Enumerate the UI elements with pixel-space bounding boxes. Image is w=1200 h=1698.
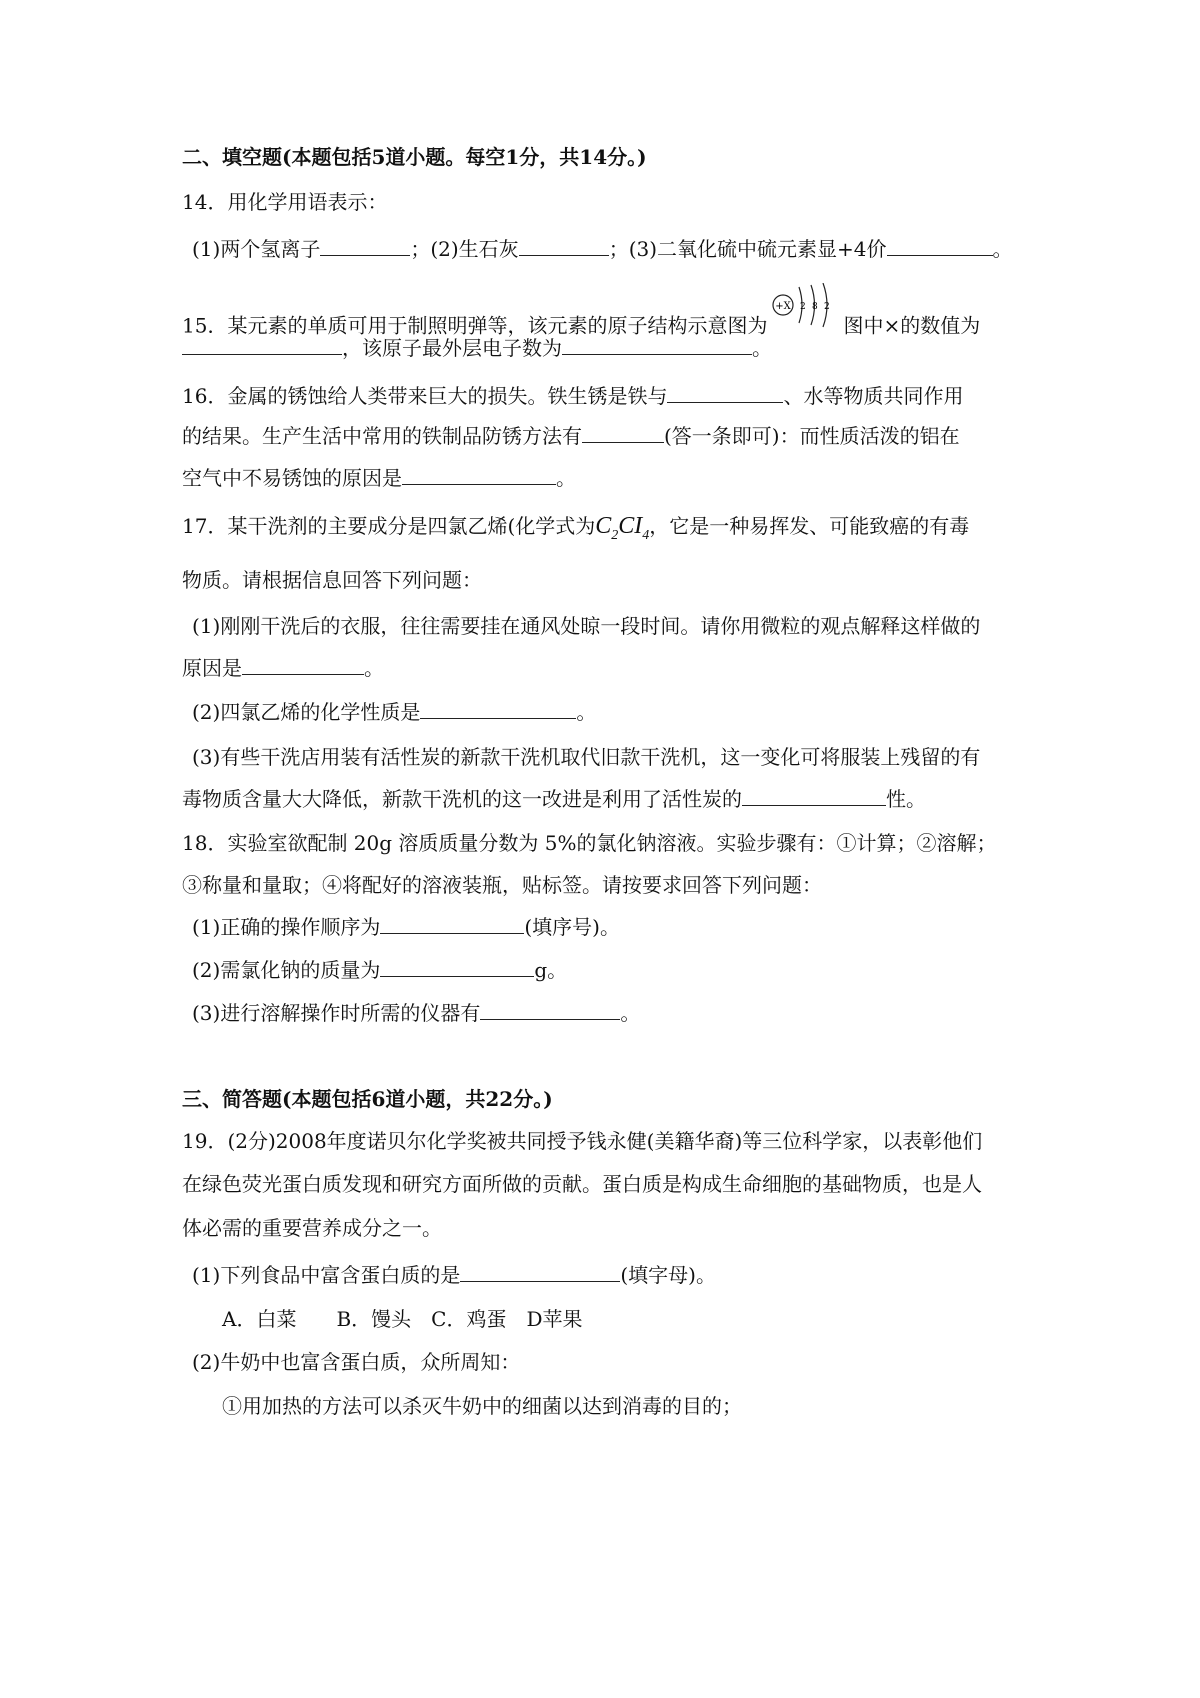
q19-blank1[interactable] [460, 1263, 620, 1282]
q14-parts [192, 236, 1013, 262]
q19-text-s1a: (1)下列食品中富含蛋白质的是 [192, 1263, 461, 1287]
q17-text-s3c: 性。 [886, 787, 926, 811]
q19-s1-line [192, 1262, 716, 1288]
q14-blank1[interactable] [320, 237, 410, 256]
q18-s3-line [192, 1000, 640, 1026]
q17-blank2[interactable] [420, 700, 576, 719]
q17-s3a: (3)有些干洗店用装有活性炭的新款干洗机取代旧款干洗机，这一变化可将服装上残留的有 [192, 745, 981, 769]
q18-blank2[interactable] [380, 958, 534, 977]
q17-blank1[interactable] [242, 656, 364, 675]
q15-text-c: ，该原子最外层电子数为 [342, 336, 562, 360]
q16-text-2a: 的结果。生产生活中常用的铁制品防锈方法有 [182, 424, 582, 448]
q17-text-s3b: 毒物质含量大大降低，新款干洗机的这一改进是利用了活性炭的 [182, 787, 742, 811]
formula-c: C [595, 513, 612, 539]
q17-text-s2a: (2)四氯乙烯的化学性质是 [192, 700, 421, 724]
q18-s2-line [192, 957, 567, 983]
shell-count-1: 2 [800, 302, 807, 312]
shell-count-2: 8 [812, 302, 819, 312]
q16-blank3[interactable] [402, 466, 556, 485]
q17-text-s1c: 。 [364, 656, 384, 680]
chemical-formula [595, 513, 650, 543]
q15-blank1[interactable] [182, 336, 342, 355]
q19-line3: 体必需的重要营养成分之一。 [182, 1216, 442, 1240]
q17-text-s1b: 原因是 [182, 656, 242, 680]
q19-options: A．白菜 B．馒头 C．鸡蛋 D苹果 [222, 1307, 583, 1331]
section2-heading: 二、填空题(本题包括5道小题。每空1分，共14分。) [182, 145, 647, 169]
q19-line2: 在绿色荧光蛋白质发现和研究方面所做的贡献。蛋白质是构成生命细胞的基础物质，也是人 [182, 1172, 982, 1196]
q16-blank2[interactable] [582, 424, 664, 443]
q16-line3 [182, 465, 576, 491]
atom-structure-diagram [771, 283, 839, 343]
q15-text-d: 。 [752, 336, 772, 360]
shell-count-3: 2 [824, 302, 831, 312]
q15-line2 [182, 335, 772, 361]
q14-blank2[interactable] [519, 237, 609, 256]
q16-text-1a: 16．金属的锈蚀给人类带来巨大的损失。铁生锈是铁与 [182, 384, 668, 408]
q14-part3: (3)二氧化硫中硫元素显+4价 [628, 237, 887, 261]
q18-blank1[interactable] [380, 915, 524, 934]
q18-text-s1b: (填序号)。 [524, 915, 620, 939]
section3-heading: 三、简答题(本题包括6道小题，共22分。) [182, 1087, 553, 1111]
q17-text-s2b: 。 [576, 700, 597, 724]
q17-s1a: (1)刚刚干洗后的衣服，往往需要挂在通风处晾一段时间。请你用微粒的观点解释这样做的 [192, 614, 981, 638]
q15-blank2[interactable] [562, 336, 752, 355]
q18-line2: ③称量和量取；④将配好的溶液装瓶，贴标签。请按要求回答下列问题： [182, 873, 822, 897]
q18-text-s1a: (1)正确的操作顺序为 [192, 915, 381, 939]
q17-text-1a: 17．某干洗剂的主要成分是四氯乙烯(化学式为 [182, 514, 596, 538]
q19-s2: (2)牛奶中也富含蛋白质，众所周知： [192, 1350, 521, 1374]
q19-s2-item1: ①用加热的方法可以杀灭牛奶中的细菌以达到消毒的目的； [222, 1394, 742, 1418]
formula-cl: CI [618, 513, 643, 539]
q17-text-1b: ，它是一种易挥发、可能致癌的有毒 [649, 514, 970, 538]
q19-line1: 19．(2分)2008年度诺贝尔化学奖被共同授予钱永健(美籍华裔)等三位科学家，以表彰他们 [182, 1129, 983, 1153]
q17-line1 [182, 513, 969, 549]
q17-s1b-line [182, 655, 384, 681]
q18-text-s3a: (3)进行溶解操作时所需的仪器有 [192, 1001, 481, 1025]
q18-text-s2b: g。 [534, 958, 568, 982]
q17-blank3[interactable] [742, 787, 886, 806]
q17-s3b-line [182, 786, 926, 812]
q14-end: 。 [992, 237, 1013, 261]
q18-line1: 18．实验室欲配制 20g 溶质质量分数为 5%的氯化钠溶液。实验步骤有：①计算；②溶解； [182, 831, 997, 855]
q14-blank3[interactable] [887, 237, 993, 256]
q14-sep1: ； [410, 237, 431, 261]
q18-blank3[interactable] [480, 1001, 620, 1020]
q16-text-3a: 空气中不易锈蚀的原因是 [182, 466, 402, 490]
formula-c-sub: 2 [611, 527, 619, 543]
q17-line2: 物质。请根据信息回答下列问题： [182, 568, 482, 592]
q18-text-s2a: (2)需氯化钠的质量为 [192, 958, 381, 982]
q16-blank1[interactable] [667, 384, 783, 403]
q14-stem: 14．用化学用语表示： [182, 190, 388, 214]
q17-s2-line [192, 699, 596, 725]
nucleus-label: +X [775, 301, 792, 312]
q15-text-a: 15．某元素的单质可用于制照明弹等，该元素的原子结构示意图为 [182, 313, 768, 338]
q18-text-s3b: 。 [620, 1001, 641, 1025]
q16-text-3b: 。 [556, 466, 576, 490]
q14-sep2: ； [608, 237, 629, 261]
q19-text-s1b: (填字母)。 [620, 1263, 716, 1287]
q18-s1-line [192, 914, 620, 940]
formula-cl-sub: 4 [642, 527, 650, 543]
q14-part2: (2)生石灰 [430, 237, 519, 261]
q16-text-2b: (答一条即可)：而性质活泼的铝在 [664, 424, 960, 448]
q14-part1: (1)两个氢离子 [192, 237, 321, 261]
q16-text-1b: 、水等物质共同作用 [783, 384, 964, 408]
q16-line1 [182, 383, 963, 409]
q16-line2 [182, 423, 960, 449]
q15-text-b: 图中×的数值为 [843, 313, 981, 338]
